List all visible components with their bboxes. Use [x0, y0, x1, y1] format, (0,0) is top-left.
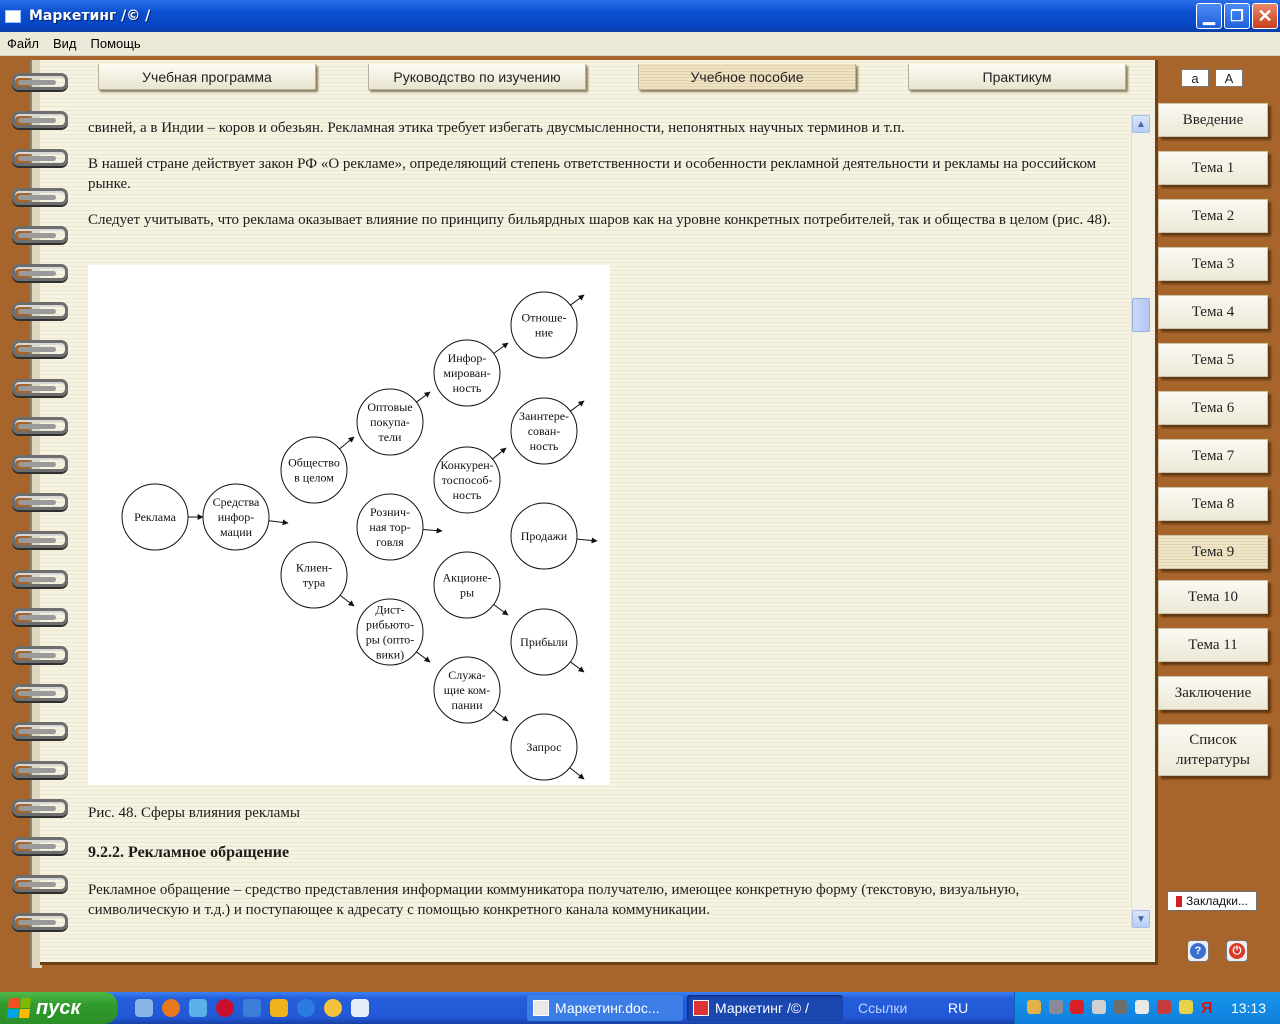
title-bar [0, 0, 1280, 32]
spiral-ring [12, 797, 64, 815]
tray-icon-8[interactable] [1179, 1000, 1193, 1014]
scroll-down-button[interactable]: ▼ [1132, 910, 1150, 928]
nav-item-5[interactable]: Тема 4 [1158, 295, 1268, 329]
spiral-ring [12, 682, 64, 700]
clock: 13:13 [1230, 1000, 1266, 1016]
opera-icon[interactable] [216, 999, 234, 1017]
diagram-node-label: щие ком- [443, 683, 491, 697]
spiral-ring [12, 911, 64, 929]
nav-item-2[interactable]: Тема 1 [1158, 151, 1268, 185]
font-small-button[interactable]: a [1181, 69, 1209, 87]
font-large-button[interactable]: A [1215, 69, 1243, 87]
diagram-node-label: ние [534, 325, 554, 340]
diagram-node-otnoshenie [511, 292, 577, 358]
diagram-node-obshchestvo [281, 437, 347, 503]
diagram-node-klientura [281, 542, 347, 608]
diagram-node-label: говля [376, 535, 404, 549]
nav-item-9[interactable]: Тема 8 [1158, 487, 1268, 521]
diagram-node-aktsionery [434, 552, 500, 618]
menu-help[interactable]: Помощь [90, 36, 141, 51]
spiral-ring [12, 109, 64, 127]
app-icon [5, 10, 21, 23]
tab-curriculum[interactable]: Учебная программа [98, 64, 316, 90]
tray-icon-7[interactable] [1157, 1000, 1171, 1014]
nav-item-13[interactable]: Заключение [1158, 676, 1268, 710]
kaspersky-icon[interactable] [1070, 1000, 1084, 1014]
diagram-node-sluzhashchie [434, 657, 500, 723]
diagram-node-zapros [511, 714, 577, 780]
diagram-node-label: мирован- [443, 366, 491, 380]
diagram-arrow [493, 710, 508, 721]
diagram-arrow [494, 604, 508, 615]
spiral-ring [12, 568, 64, 586]
diagram-arrow [570, 768, 584, 779]
content-scrollbar[interactable] [1131, 115, 1149, 928]
diagram-node-label: Реклама [134, 510, 176, 524]
menu-file[interactable]: Файл [7, 36, 39, 51]
help-button[interactable] [1187, 940, 1209, 962]
app-icon[interactable] [351, 999, 369, 1017]
nav-item-10[interactable]: Тема 9 [1158, 535, 1268, 569]
tool-icon[interactable] [270, 999, 288, 1017]
diagram-node-pribyli [511, 609, 577, 675]
paragraph-4: Рекламное обращение – средство представления информации коммуникатора получателю, имеющее конкретную форму (текстовую, визуальную, символическую и т.д.) и поступающее к адресату с помощью конкретного канала коммуникации. [88, 882, 1020, 918]
window-title: Маркетинг /© / [29, 8, 151, 24]
spiral-ring [12, 224, 64, 242]
spiral-ring [12, 873, 64, 891]
power-icon: ⏻ [1229, 943, 1245, 959]
diagram-node-label: в целом [294, 470, 334, 485]
nav-item-4[interactable]: Тема 3 [1158, 247, 1268, 281]
diagram-node-label: ность [452, 488, 482, 502]
spiral-ring [12, 71, 64, 89]
diagram-node-reklama [122, 484, 188, 550]
bookmark-icon [1176, 896, 1182, 907]
bookmarks-label: Закладки... [1186, 894, 1248, 908]
diagram-arrow [577, 539, 597, 541]
task-word-label: Маркетинг.doc... [555, 1000, 660, 1016]
messenger-icon[interactable] [189, 999, 207, 1017]
diagram-node-label: инфор- [217, 510, 255, 524]
volume-icon[interactable] [1092, 1000, 1106, 1014]
diagram-node-distributory [357, 599, 423, 665]
diagram-node-label: Инфор- [447, 351, 487, 365]
diagram-node-label: рибьюто- [366, 617, 414, 632]
diagram-node-informirovannost [434, 340, 500, 406]
diagram-node-label: Отноше- [521, 310, 567, 325]
diagram-node-prodazhi [511, 503, 577, 569]
diagram-node-label: ность [529, 439, 559, 453]
spiral-ring [12, 300, 64, 318]
diagram-node-zainteresovannost [511, 398, 577, 464]
diagram-node-label: мации [219, 525, 253, 539]
word-icon [533, 1000, 549, 1016]
diagram-node-label: Служа- [448, 668, 486, 682]
spiral-ring [12, 491, 64, 509]
nav-item-3[interactable]: Тема 2 [1158, 199, 1268, 233]
diagram-arrow [493, 448, 506, 459]
diagram-node-label: пании [451, 698, 483, 712]
start-button[interactable] [0, 992, 118, 1024]
tray-icon-1[interactable] [1027, 1000, 1041, 1014]
tray-icon-2[interactable] [1049, 1000, 1063, 1014]
diagram-node-label: Заинтере- [518, 409, 570, 423]
chrome-icon[interactable] [324, 999, 342, 1017]
diagram-node-sredstva [203, 484, 269, 550]
tab-study-guide[interactable]: Руководство по изучению [368, 64, 586, 90]
diagram-node-label: Оптовые [367, 400, 413, 414]
network-icon[interactable] [135, 999, 153, 1017]
diagram-node-label: Средства [212, 495, 260, 509]
paragraph-1: свиней, а в Индии – коров и обезьян. Рекламная этика требует избегать двусмысленности, непонятных научных терминов и т.п. [88, 120, 905, 136]
nav-item-14[interactable]: Список литературы [1158, 724, 1268, 776]
language-indicator[interactable]: RU [948, 1000, 969, 1016]
taskbar [0, 992, 1280, 1024]
marketing-app-icon [693, 1000, 709, 1016]
windows-logo-icon [7, 998, 31, 1018]
diagram-node-label: ность [452, 381, 482, 395]
nav-item-1[interactable]: Введение [1158, 103, 1268, 137]
spiral-ring [12, 377, 64, 395]
figure-caption: Рис. 48. Сферы влияния рекламы [88, 805, 300, 821]
yandex-icon[interactable]: Я [1201, 1000, 1213, 1017]
spiral-ring [12, 529, 64, 547]
section-heading: 9.2.2. Рекламное обращение [88, 844, 290, 861]
diagram-node-label: тура [302, 575, 326, 590]
diagram-arrow [423, 530, 442, 531]
diagram-node-konkurentosposobnost [434, 447, 500, 513]
diagram-node-label: сован- [527, 424, 561, 438]
start-label: пуск [36, 996, 81, 1019]
spiral-ring [12, 147, 64, 165]
paragraph-2: В нашей стране действует закон РФ «О рекламе», определяющий степень ответственности и особенности рекламной деятельности и рекламы на российском рынке. [88, 156, 1097, 192]
diagram-node-optovye [357, 389, 423, 455]
nav-item-12[interactable]: Тема 11 [1158, 628, 1268, 662]
help-icon: ? [1190, 943, 1206, 959]
nav-item-11[interactable]: Тема 10 [1158, 580, 1268, 614]
spiral-ring [12, 415, 64, 433]
diagram-arrow [570, 295, 584, 305]
spiral-ring [12, 606, 64, 624]
main-area [0, 57, 1280, 991]
diagram-arrow [269, 521, 288, 523]
spiral-ring [12, 338, 64, 356]
diagram-node-label: тоспособ- [441, 473, 493, 487]
diagram-node-label: Конкурен- [440, 458, 494, 472]
spiral-ring [12, 644, 64, 662]
diagram-node-roznichnaya [357, 494, 423, 560]
diagram-node-label: ная тор- [369, 520, 411, 534]
firefox-icon[interactable] [162, 999, 180, 1017]
exit-button[interactable] [1226, 940, 1248, 962]
diagram-arrow [339, 437, 354, 449]
menu-view[interactable]: Вид [52, 36, 77, 51]
diagram-node-label: вики) [375, 647, 405, 662]
diagram-arrow [570, 401, 584, 411]
task-marketing[interactable] [687, 995, 843, 1021]
spiral-ring [12, 759, 64, 777]
paragraph-3: Следует учитывать, что реклама оказывает влияние по принципу бильярдных шаров как на уровне конкретных потребителей, так и общества в целом (рис. 48). [88, 212, 1111, 228]
diagram-node-label: Запрос [526, 740, 562, 754]
scroll-thumb[interactable] [1132, 298, 1150, 332]
spiral-ring [12, 453, 64, 471]
diagram-node-label: Дист- [375, 602, 405, 617]
media-icon[interactable] [243, 999, 261, 1017]
ie-icon[interactable] [297, 999, 315, 1017]
nav-item-7[interactable]: Тема 6 [1158, 391, 1268, 425]
diagram-node-label: Рознич- [370, 505, 410, 519]
diagram-node-label: Клиен- [295, 560, 333, 575]
close-button[interactable]: ✕ [1252, 3, 1278, 29]
bookmarks-button[interactable] [1167, 891, 1257, 911]
spiral-ring [12, 720, 64, 738]
diagram-node-label: ры (опто- [365, 632, 415, 647]
diagram-node-label: Прибыли [520, 635, 568, 649]
links-toolbar[interactable]: Ссылки [858, 1000, 908, 1016]
spiral-ring [12, 186, 64, 204]
diagram-node-label: Общество [288, 455, 340, 470]
diagram-node-label: Продажи [520, 529, 568, 543]
influence-diagram [88, 265, 610, 785]
scroll-up-button[interactable]: ▲ [1132, 115, 1150, 133]
diagram-arrow [416, 652, 430, 662]
diagram-node-label: Акционе- [442, 570, 492, 585]
maximize-button[interactable]: ❐ [1224, 3, 1250, 29]
menu-bar [0, 32, 1280, 56]
spiral-ring [12, 262, 64, 280]
nav-item-8[interactable]: Тема 7 [1158, 439, 1268, 473]
task-word-doc[interactable] [527, 995, 683, 1021]
nav-item-6[interactable]: Тема 5 [1158, 343, 1268, 377]
tab-textbook[interactable]: Учебное пособие [638, 64, 856, 90]
diagram-arrow [570, 662, 584, 672]
tray-icon-5[interactable] [1113, 1000, 1127, 1014]
minimize-button[interactable]: ▁ [1196, 3, 1222, 29]
tray-icon-6[interactable] [1135, 1000, 1149, 1014]
diagram-arrow [416, 392, 430, 402]
diagram-node-label: ры [459, 585, 475, 600]
diagram-node-label: тели [378, 430, 402, 444]
spiral-ring [12, 835, 64, 853]
diagram-arrow [340, 595, 354, 606]
diagram-arrow [494, 343, 508, 354]
tab-practicum[interactable]: Практикум [908, 64, 1126, 90]
diagram-node-label: покупа- [370, 415, 410, 429]
system-tray [1014, 992, 1280, 1024]
task-marketing-label: Маркетинг /© / [715, 1000, 809, 1016]
